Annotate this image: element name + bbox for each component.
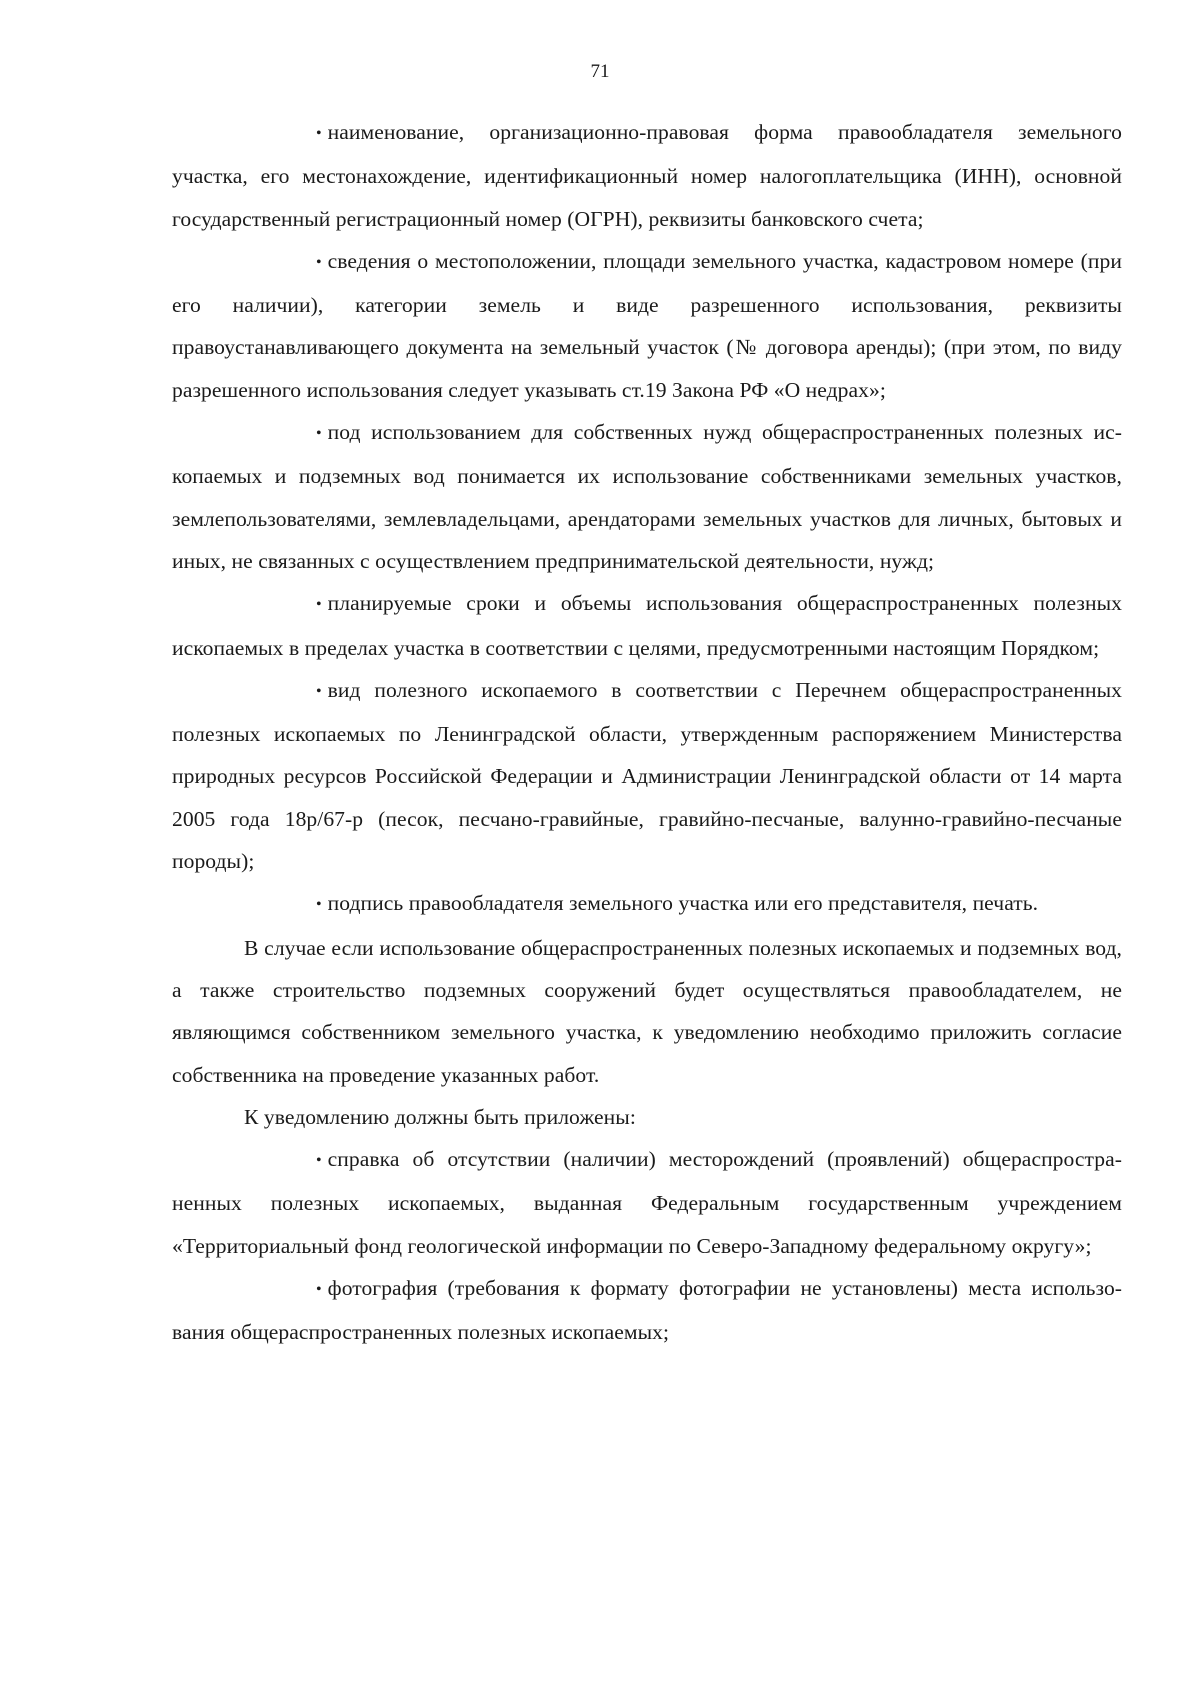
bullet-icon: •	[316, 425, 322, 443]
list-item-6	[172, 882, 1122, 926]
document-body	[172, 111, 1122, 1354]
paragraph-text: фотография (требования к формату фотографии не установлены) места использования общераспространенных полезных ископаемых;	[172, 1276, 1122, 1345]
bullet-icon: •	[316, 1152, 322, 1170]
paragraph-owner-consent	[172, 927, 1122, 1096]
bullet-icon: •	[316, 896, 322, 914]
list-item-5	[172, 669, 1122, 882]
paragraph-text: наименование, организационно-правовая форма правообладателя земельного участка, его местонахождение, идентификационный номер налогоплательщика (ИНН), основной государственный регистрационный номер (ОГРН), реквизиты банковского счета;	[172, 120, 1122, 231]
bullet-icon: •	[316, 682, 322, 700]
paragraph-text: подпись правообладателя земельного участка или его представителя, печать.	[327, 891, 1039, 916]
paragraph-text: вид полезного ископаемого в соответствии с Перечнем общераспространенных полезных ископаемых по Ленинградской области, утвержденным распоряжением Министерства природных ресурсов Российской Федерации и Администрации Ленинградской области от 14 марта 2005 года 18р/67-р (песок, песчано-гравийные, гравийно-песчаные, валунно-гравийно-песчаные породы);	[172, 677, 1122, 874]
paragraph-text: планируемые сроки и объемы использования общераспространенных полезных ископаемых в пределах участка в соответствии с целями, предусмотренными настоящим Порядком;	[172, 591, 1122, 660]
list-item-1	[172, 111, 1122, 240]
paragraph-text: В случае если использование общераспространенных полезных ископаемых и подземных вод, а также строительство подземных сооружений будет осуществляться правообладателем, не являющимся собственником земельного участка, к уведомлению необходимо приложить согласие собственника на проведение указанных работ.	[172, 935, 1122, 1087]
paragraph-text: справка об отсутствии (наличии) месторождений (проявлений) общераспространенных полезных ископаемых, выданная Федеральным государственным учреждением «Территориальный фонд геологической информации по Северо-Западному федеральному округу»;	[172, 1147, 1122, 1258]
list-item-4	[172, 582, 1122, 669]
bullet-icon: •	[316, 253, 322, 271]
paragraph-text: сведения о местоположении, площади земельного участка, кадастровом номере (при его наличии), категории земель и виде разрешенного использования, реквизиты правоустанавливающего документа на земельный участок (№ договора аренды); (при этом, по виду разрешенного использования следует указывать ст.19 Закона РФ «О недрах»;	[172, 248, 1122, 402]
list-item-3	[172, 411, 1122, 582]
bullet-icon: •	[316, 125, 322, 142]
list-item-2	[172, 240, 1122, 411]
list-item-7	[172, 1138, 1122, 1267]
page-number: 71	[590, 61, 610, 82]
bullet-icon: •	[316, 1281, 322, 1299]
bullet-icon: •	[316, 596, 322, 614]
paragraph-attachments-heading	[172, 1096, 1122, 1138]
paragraph-text: под использованием для собственных нужд общераспространенных полезных ископаемых и подземных вод понимается их использование собственниками земельных участков, землепользователями, землевладельцами, арендаторами земельных участков для личных, бытовых и иных, не связанных с осуществлением предпринимательской деятельности, нужд;	[172, 420, 1122, 573]
list-item-8	[172, 1267, 1122, 1354]
paragraph-text: К уведомлению должны быть приложены:	[244, 1104, 636, 1129]
